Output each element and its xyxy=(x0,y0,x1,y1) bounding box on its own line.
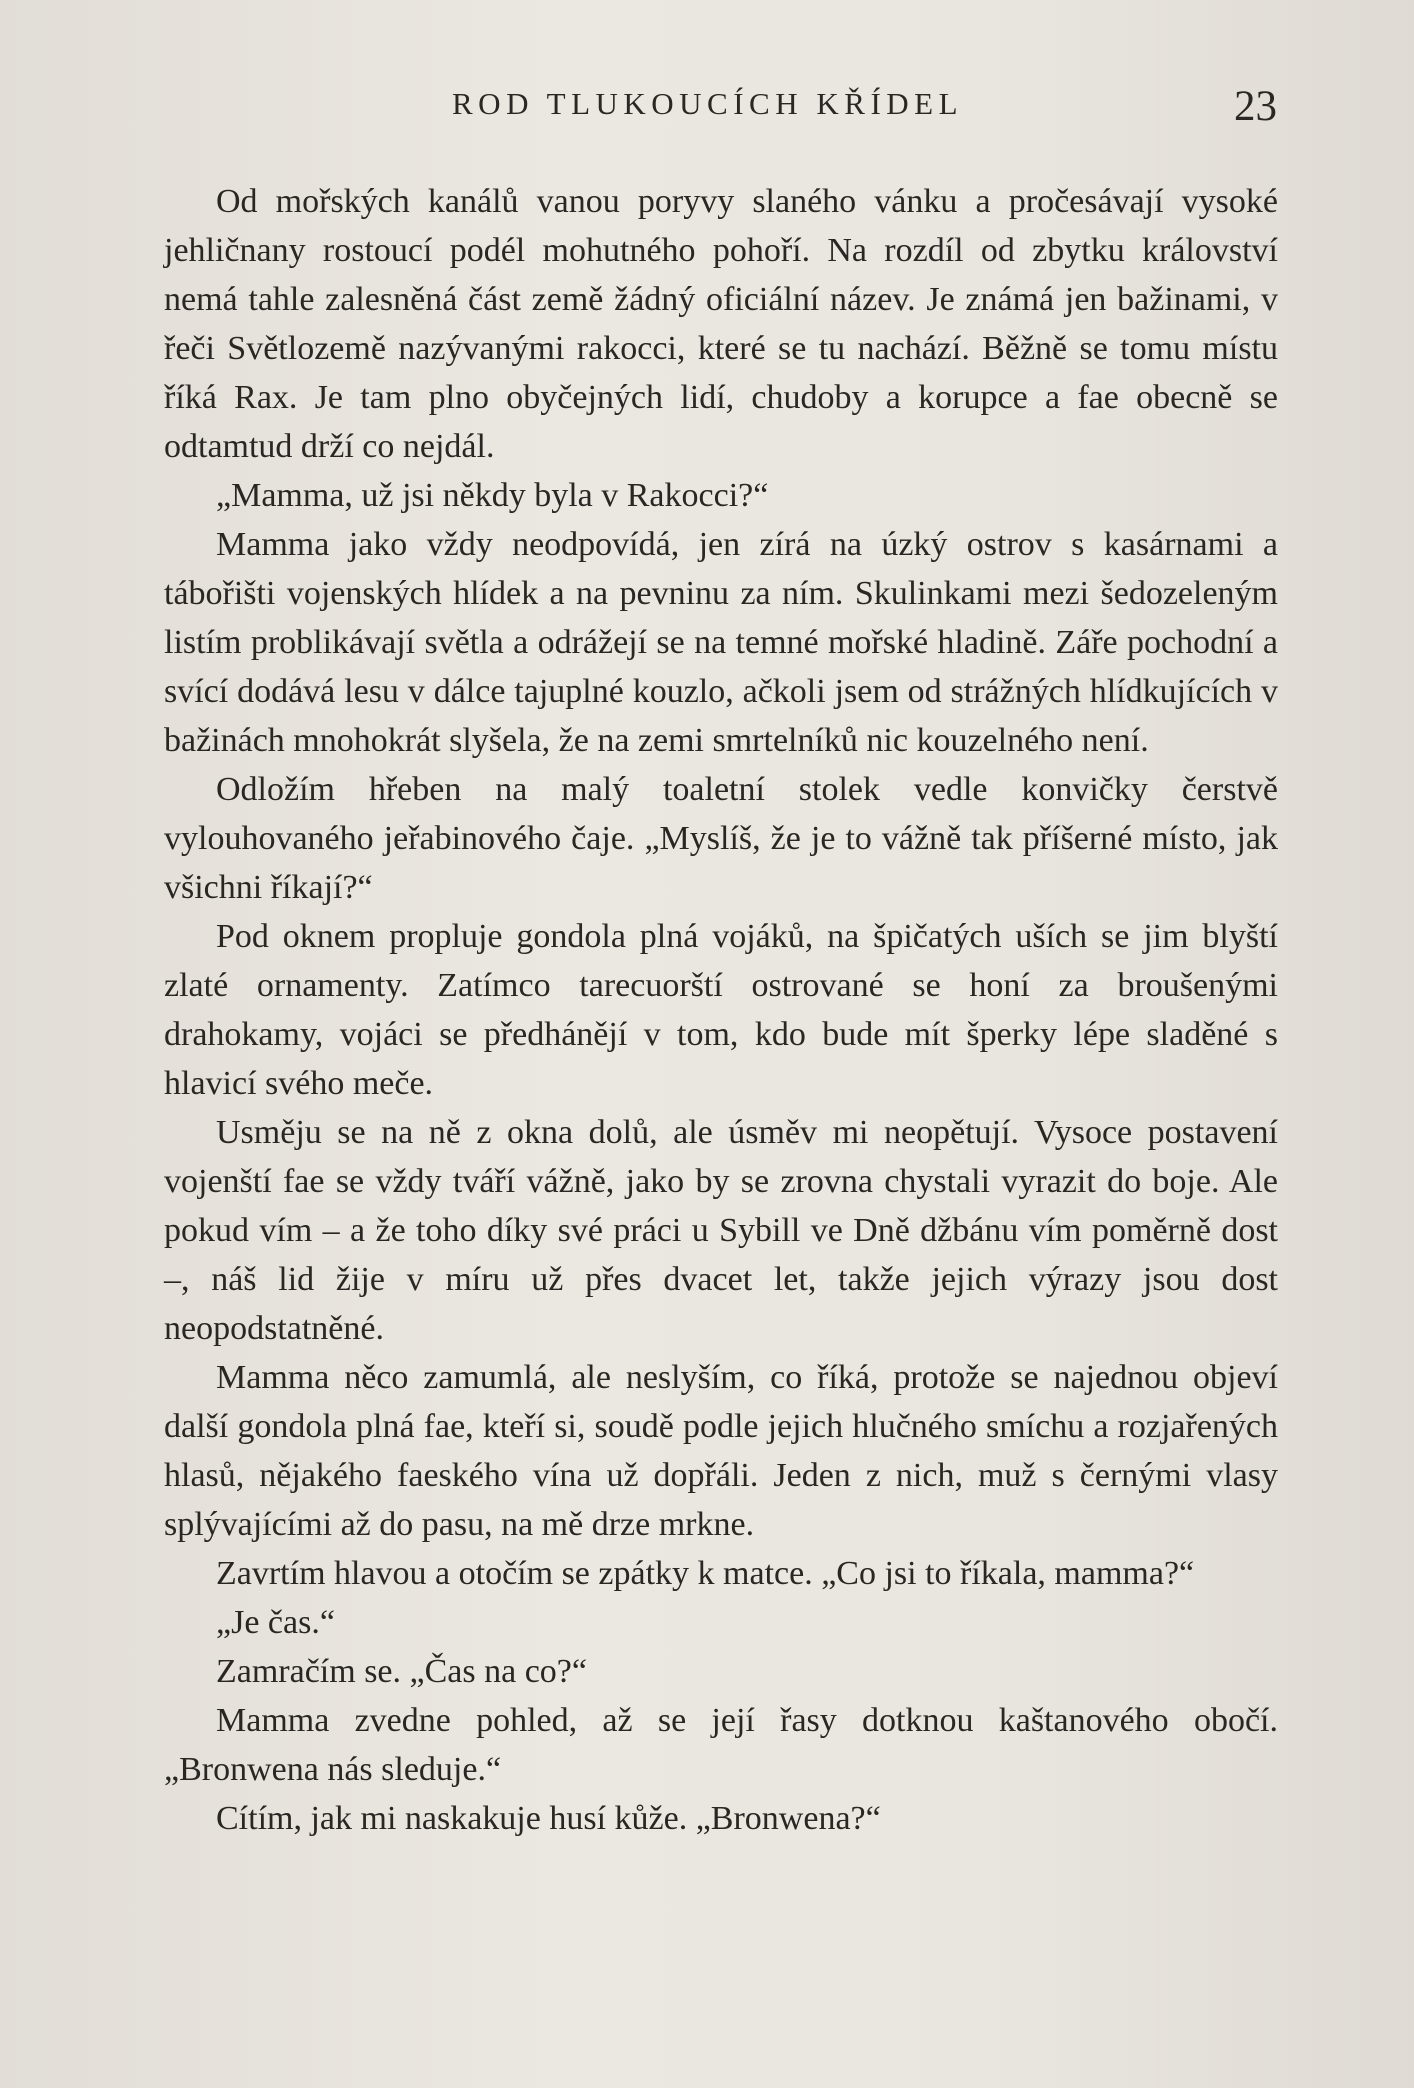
paragraph: „Mamma, už jsi někdy byla v Rakocci?“ xyxy=(216,477,769,514)
chapter-title: ROD TLUKOUCÍCH KŘÍDEL xyxy=(452,86,964,121)
page-number: 23 xyxy=(1234,83,1277,130)
paragraph: Zamračím se. „Čas na co?“ xyxy=(216,1653,587,1690)
body-text xyxy=(164,177,1278,1843)
paragraph: Od mořských kanálů vanou poryvy slaného vánku a pročesávají vysoké jehličnany rostoucí podél mohutného pohoří. Na rozdíl od zbytku království nemá tahle zalesněná část země žádný oficiální název. Je známá jen bažinami, v řeči Světlozemě nazývanými rakocci, které se tu nachází. Běžně se tomu místu říká Rax. Je tam plno obyčejných lidí, chudoby a korupce a fae obecně se odtamtud drží co nejdál. xyxy=(164,183,1278,465)
paragraph: Mamma jako vždy neodpovídá, jen zírá na úzký ostrov s kasárnami a tábořišti vojenských hlídek a na pevninu za ním. Skulinkami mezi šedozeleným listím problikávají světla a odrážejí se na temné mořské hladině. Záře pochodní a svící dodává lesu v dálce tajuplné kouzlo, ačkoli jsem od strážných hlídkujících v bažinách mnohokrát slyšela, že na zemi smrtelníků nic kouzelného není. xyxy=(164,526,1278,759)
paragraph: Odložím hřeben na malý toaletní stolek vedle konvičky čerstvě vylouhovaného jeřabinového čaje. „Myslíš, že je to vážně tak příšerné místo, jak všichni říkají?“ xyxy=(164,771,1278,906)
paragraph: Mamma zvedne pohled, až se její řasy dotknou kaštanového obočí. „Bronwena nás sleduje.“ xyxy=(164,1702,1278,1788)
running-header xyxy=(0,83,1414,130)
paragraph: Usměju se na ně z okna dolů, ale úsměv mi neopětují. Vysoce postavení vojenští fae se vždy tváří vážně, jako by se zrovna chystali vyrazit do boje. Ale pokud vím – a že toho díky své práci u Sybill ve Dně džbánu vím poměrně dost –, náš lid žije v míru už přes dvacet let, takže jejich výrazy jsou dost neopodstatněné. xyxy=(164,1114,1278,1347)
paragraph: Pod oknem propluje gondola plná vojáků, na špičatých uších se jim blyští zlaté ornamenty. Zatímco tarecuorští ostrované se honí za broušenými drahokamy, vojáci se předhánějí v tom, kdo bude mít šperky lépe sladěné s hlavicí svého meče. xyxy=(164,918,1278,1102)
paragraph: „Je čas.“ xyxy=(216,1604,335,1641)
paragraph: Mamma něco zamumlá, ale neslyším, co říká, protože se najednou objeví další gondola plná fae, kteří si, soudě podle jejich hlučného smíchu a rozjařených hlasů, nějakého faeského vína už dopřáli. Jeden z nich, muž s černými vlasy splývajícími až do pasu, na mě drze mrkne. xyxy=(164,1359,1278,1543)
paragraph: Cítím, jak mi naskakuje husí kůže. „Bronwena?“ xyxy=(216,1800,881,1837)
paragraph: Zavrtím hlavou a otočím se zpátky k matce. „Co jsi to říkala, mamma?“ xyxy=(216,1555,1195,1592)
